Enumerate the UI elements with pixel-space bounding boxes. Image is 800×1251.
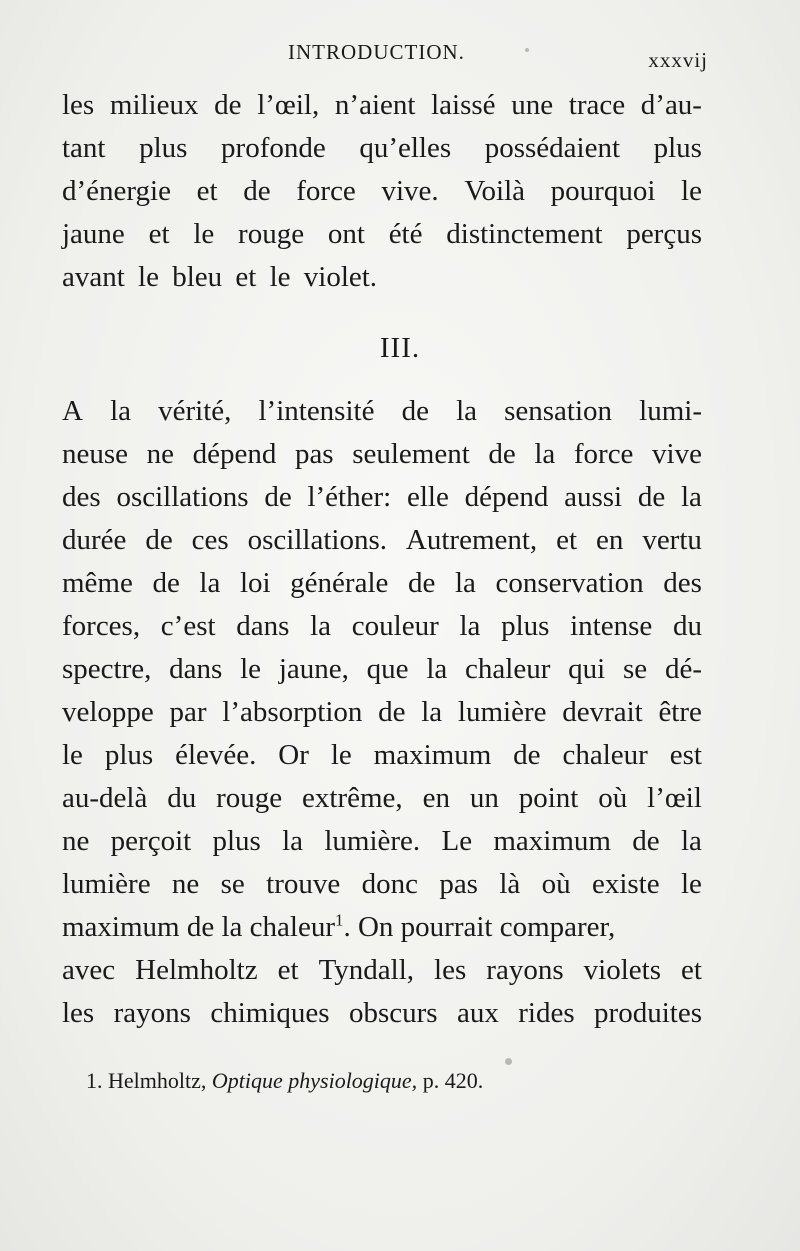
text-line bbox=[62, 777, 702, 820]
text-line bbox=[62, 256, 702, 299]
word: plus bbox=[501, 610, 550, 642]
text-line bbox=[62, 476, 702, 519]
text-line bbox=[62, 390, 702, 433]
word: ne bbox=[62, 825, 90, 857]
word: vive bbox=[652, 438, 702, 470]
text-line bbox=[62, 562, 702, 605]
word: en bbox=[596, 524, 624, 556]
paper-speck bbox=[505, 1058, 512, 1065]
word: de bbox=[214, 89, 242, 121]
text-line bbox=[62, 127, 702, 170]
word: se bbox=[623, 653, 648, 685]
word: existe bbox=[591, 868, 660, 900]
word: c’est bbox=[160, 610, 216, 642]
word: pas bbox=[294, 438, 334, 470]
word: et bbox=[556, 524, 578, 556]
word: dans bbox=[169, 653, 223, 685]
word: vérité, bbox=[158, 395, 232, 427]
text-line bbox=[62, 519, 702, 562]
word: de bbox=[407, 567, 436, 599]
word: pourquoi bbox=[550, 175, 656, 207]
word: par bbox=[169, 696, 207, 728]
word: A bbox=[62, 395, 83, 427]
word: Tyndall, bbox=[318, 954, 415, 986]
paragraph-2 bbox=[62, 390, 702, 1035]
word: la bbox=[534, 438, 556, 470]
word: au-delà bbox=[62, 782, 148, 814]
word: aux bbox=[456, 997, 499, 1029]
word: où bbox=[541, 868, 571, 900]
text-line bbox=[62, 691, 702, 734]
word: forces, bbox=[62, 610, 141, 642]
word: produites bbox=[594, 997, 702, 1029]
word: lumière. bbox=[324, 825, 421, 857]
word: et bbox=[681, 954, 702, 986]
word: sensation bbox=[504, 395, 613, 427]
word: plus bbox=[104, 739, 154, 771]
footnote-reference[interactable]: 1 bbox=[334, 910, 344, 930]
word: la bbox=[459, 610, 481, 642]
word: n’aient bbox=[334, 89, 416, 121]
word: oscillations bbox=[116, 481, 249, 513]
word: rayons bbox=[486, 954, 564, 986]
word: devrait bbox=[562, 696, 643, 728]
footnote-author: Helmholtz, bbox=[108, 1068, 207, 1093]
word: la bbox=[282, 825, 304, 857]
word: d’énergie bbox=[62, 175, 171, 207]
word: durée bbox=[62, 524, 127, 556]
word: lumière bbox=[457, 696, 547, 728]
word: la bbox=[426, 653, 448, 685]
word: extrême, bbox=[302, 782, 403, 814]
word: point bbox=[518, 782, 579, 814]
paper-speck bbox=[525, 48, 529, 52]
word: plus bbox=[139, 132, 188, 164]
word: violets bbox=[583, 954, 661, 986]
word: rayons bbox=[113, 997, 191, 1029]
word: distinctement bbox=[446, 218, 603, 250]
footnote bbox=[86, 1068, 483, 1094]
word: veloppe bbox=[62, 696, 154, 728]
word: de bbox=[152, 567, 180, 599]
word: dépend bbox=[192, 438, 277, 470]
word: que bbox=[366, 653, 409, 685]
text-line bbox=[62, 992, 702, 1035]
page-number: xxxvij bbox=[648, 48, 708, 72]
word: tant bbox=[62, 132, 106, 164]
word: obscurs bbox=[348, 997, 438, 1029]
word: dépend bbox=[464, 481, 549, 513]
word: des bbox=[62, 481, 101, 513]
text-line bbox=[62, 433, 702, 476]
word: neuse bbox=[62, 438, 129, 470]
footnote-page: p. 420. bbox=[422, 1068, 484, 1093]
word: aussi bbox=[564, 481, 623, 513]
word: maximum bbox=[373, 739, 492, 771]
word: donc bbox=[361, 868, 418, 900]
word: est bbox=[669, 739, 702, 771]
word: les bbox=[62, 89, 95, 121]
word: l’éther: bbox=[307, 481, 392, 513]
word: de bbox=[488, 438, 516, 470]
word: force bbox=[296, 175, 356, 207]
word: ces bbox=[191, 524, 229, 556]
word: milieux bbox=[109, 89, 199, 121]
word: Le bbox=[441, 825, 473, 857]
word: pas bbox=[439, 868, 478, 900]
text-line bbox=[62, 820, 702, 863]
word: et bbox=[148, 218, 170, 250]
word: du bbox=[672, 610, 702, 642]
word: les bbox=[434, 954, 467, 986]
word: une bbox=[511, 89, 554, 121]
word: possédaient bbox=[484, 132, 621, 164]
word: élevée. bbox=[175, 739, 257, 771]
word: le bbox=[681, 175, 702, 207]
text-line-with-note-ref bbox=[62, 906, 702, 949]
word: Helmholtz bbox=[135, 954, 258, 986]
word: ne bbox=[146, 438, 174, 470]
word: force bbox=[573, 438, 634, 470]
footnote-number: 1. bbox=[86, 1068, 103, 1093]
word: vive. bbox=[381, 175, 439, 207]
word: générale bbox=[290, 567, 389, 599]
word: chaleur bbox=[465, 653, 551, 685]
word: plus bbox=[212, 825, 261, 857]
paragraph-2-lines-after-note bbox=[62, 949, 702, 1035]
word: la bbox=[310, 610, 332, 642]
word: rides bbox=[518, 997, 575, 1029]
word: des bbox=[663, 567, 702, 599]
word: l’intensité bbox=[258, 395, 375, 427]
word: d’au- bbox=[640, 89, 702, 121]
word: ont bbox=[327, 218, 365, 250]
word: le bbox=[193, 218, 215, 250]
word: de bbox=[637, 481, 666, 513]
word: intense bbox=[570, 610, 653, 642]
word: un bbox=[469, 782, 499, 814]
word: de bbox=[401, 395, 429, 427]
word: spectre, bbox=[62, 653, 152, 685]
word: lumière bbox=[62, 868, 151, 900]
word: l’absorption bbox=[222, 696, 363, 728]
text-line bbox=[62, 863, 702, 906]
text-line bbox=[62, 84, 702, 127]
word: laissé bbox=[431, 89, 496, 121]
running-head: INTRODUCTION. bbox=[288, 40, 465, 64]
word: en bbox=[422, 782, 450, 814]
word: trace bbox=[568, 89, 626, 121]
word: plus bbox=[653, 132, 702, 164]
word: de bbox=[264, 481, 292, 513]
word: oscillations. bbox=[247, 524, 387, 556]
word: avant le bleu et le violet. bbox=[62, 261, 378, 293]
word: du bbox=[167, 782, 197, 814]
word: le bbox=[240, 653, 262, 685]
word: les bbox=[62, 997, 95, 1029]
word: été bbox=[388, 218, 423, 250]
word: seulement bbox=[352, 438, 470, 470]
word: la bbox=[421, 696, 443, 728]
word: vertu bbox=[642, 524, 702, 556]
word: elle bbox=[406, 481, 449, 513]
word: la bbox=[680, 825, 702, 857]
word: Or bbox=[278, 739, 309, 771]
text-line bbox=[62, 949, 702, 992]
word: perçus bbox=[626, 218, 702, 250]
paragraph-1 bbox=[62, 84, 702, 299]
text-line bbox=[62, 170, 702, 213]
word: la bbox=[199, 567, 221, 599]
word: dé- bbox=[664, 653, 702, 685]
footnote-title: Optique physiologique, bbox=[211, 1068, 418, 1093]
word: qui bbox=[568, 653, 606, 685]
word: le bbox=[62, 739, 83, 771]
word: chaleur bbox=[562, 739, 648, 771]
text-line bbox=[62, 648, 702, 691]
paragraph-2-lines-before-note bbox=[62, 390, 702, 906]
word: maximum bbox=[493, 825, 611, 857]
word: être bbox=[658, 696, 702, 728]
note-line-start: maximum de la chaleur$^1$. On pourrait comparer, bbox=[62, 910, 616, 943]
word: où bbox=[598, 782, 628, 814]
word: qu’elles bbox=[359, 132, 452, 164]
word: se bbox=[220, 868, 245, 900]
word: de bbox=[632, 825, 660, 857]
word: de bbox=[513, 739, 541, 771]
word: même bbox=[62, 567, 133, 599]
word: profonde bbox=[221, 132, 326, 164]
word: perçoit bbox=[110, 825, 192, 857]
text-line bbox=[62, 213, 702, 256]
word: Autrement, bbox=[405, 524, 538, 556]
word: de bbox=[145, 524, 173, 556]
word: là bbox=[499, 868, 521, 900]
word: jaune bbox=[62, 218, 125, 250]
word: de bbox=[243, 175, 271, 207]
word: rouge bbox=[216, 782, 283, 814]
word: de bbox=[378, 696, 406, 728]
word: et bbox=[277, 954, 299, 986]
word: la bbox=[456, 395, 477, 427]
word: rouge bbox=[238, 218, 305, 250]
word: la bbox=[454, 567, 476, 599]
word: l’œil, bbox=[257, 89, 320, 121]
page-header bbox=[60, 40, 708, 80]
word: couleur bbox=[351, 610, 439, 642]
word: la bbox=[681, 481, 702, 513]
text-line bbox=[62, 605, 702, 648]
text-line bbox=[62, 734, 702, 777]
word: loi bbox=[239, 567, 271, 599]
word: dans bbox=[236, 610, 290, 642]
word: avec bbox=[62, 954, 116, 986]
word: jaune, bbox=[278, 653, 349, 685]
word: le bbox=[330, 739, 352, 771]
word: ne bbox=[171, 868, 200, 900]
word: trouve bbox=[266, 868, 341, 900]
word: conservation bbox=[495, 567, 644, 599]
word: et bbox=[196, 175, 218, 207]
word: l’œil bbox=[647, 782, 702, 814]
word: la bbox=[110, 395, 131, 427]
word: lumi- bbox=[639, 395, 702, 427]
word: chimiques bbox=[210, 997, 330, 1029]
word: le bbox=[680, 868, 702, 900]
word: Voilà bbox=[464, 175, 526, 207]
section-heading: III. bbox=[379, 332, 421, 364]
